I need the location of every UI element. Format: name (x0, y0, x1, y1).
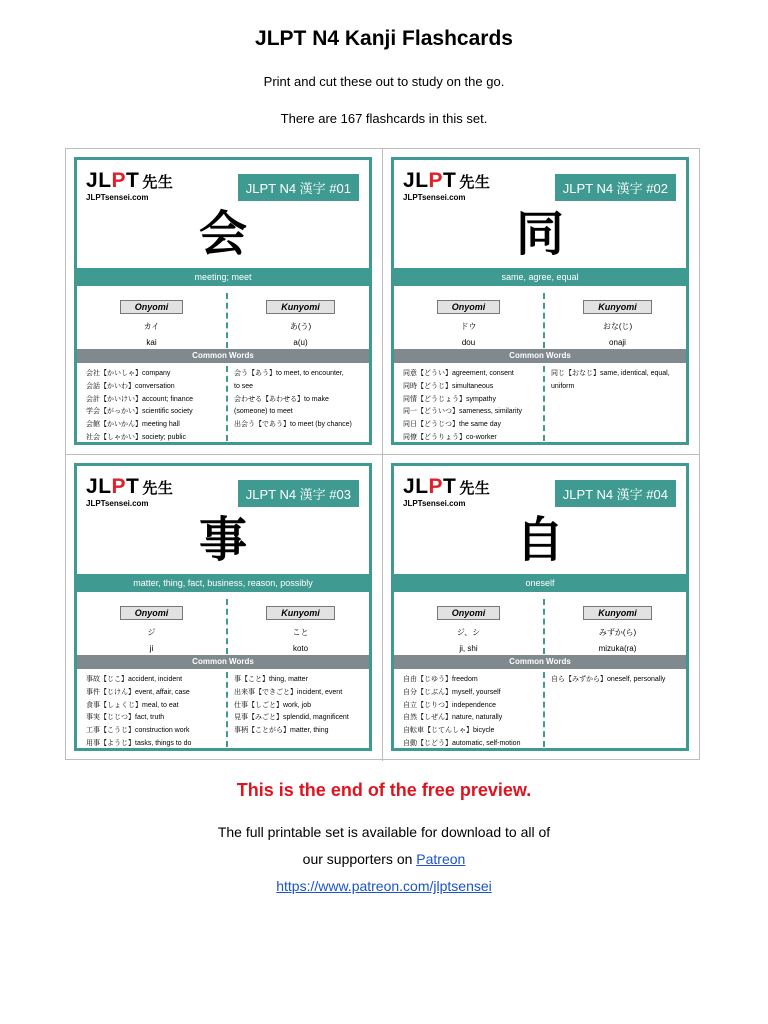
logo-letter: L (415, 169, 429, 192)
logo-letter: L (98, 169, 112, 192)
words-divider (543, 366, 545, 441)
logo-letter: T (126, 475, 140, 498)
kunyomi-label: Kunyomi (266, 606, 335, 620)
card-number-badge: JLPT N4 漢字 #01 (238, 174, 359, 201)
logo-letter: P (111, 169, 127, 192)
common-word: 仕事【しごと】work, job (234, 701, 312, 709)
kunyomi-reading (226, 603, 375, 653)
common-word: 食事【しょくじ】meal, to eat (86, 701, 179, 709)
onyomi-kana: ジ (147, 628, 156, 637)
preview-end-notice: This is the end of the free preview. (236, 780, 532, 800)
kunyomi-romaji: onaji (609, 338, 626, 347)
page-title: JLPT N4 Kanji Flashcards (255, 27, 513, 50)
common-word: 自転車【じてんしゃ】bicycle (403, 727, 495, 735)
onyomi-reading (394, 297, 543, 347)
flashcard (74, 463, 372, 751)
kunyomi-label: Kunyomi (583, 606, 652, 620)
kanji-character: 同 (515, 206, 564, 262)
kunyomi-reading (543, 297, 692, 347)
supporters-prefix: our supporters on (302, 851, 413, 867)
logo-letter: T (443, 475, 457, 498)
patreon-url-link[interactable]: https://www.patreon.com/jlptsensei (276, 878, 492, 894)
flashcard-cell (66, 455, 383, 761)
kunyomi-reading (543, 603, 692, 653)
logo-site: JLPTsensei.com (86, 499, 149, 508)
common-words-header: Common Words (394, 655, 686, 669)
onyomi-romaji: ji (149, 644, 154, 653)
common-word: 同情【どうじょう】sympathy (403, 395, 496, 403)
flashcard (74, 157, 372, 445)
onyomi-reading (77, 297, 226, 347)
kanji-character: 事 (198, 512, 247, 568)
page-subtitle: Print and cut these out to study on the go. (263, 74, 505, 89)
common-word: 自動【じどう】automatic, self-motion (403, 739, 521, 747)
common-word: uniform (551, 382, 575, 390)
jlpt-sensei-logo (86, 476, 176, 510)
common-words-right (234, 674, 374, 738)
kunyomi-romaji: mizuka(ra) (598, 644, 637, 653)
common-word: 事故【じこ】accident, incident (86, 676, 183, 683)
common-words-header: Common Words (77, 655, 369, 669)
common-word: 同僚【どうりょう】co-worker (403, 433, 497, 441)
common-words-left (403, 368, 543, 445)
common-word: 出来事【できごと】incident, event (234, 688, 343, 696)
common-words-header: Common Words (394, 349, 686, 363)
common-word: 学会【がっかい】scientific society (86, 408, 193, 416)
kanji-meaning: meeting; meet (77, 268, 369, 286)
kunyomi-kana: あ(う) (289, 322, 312, 331)
kunyomi-label: Kunyomi (266, 300, 335, 314)
kunyomi-romaji: koto (292, 644, 309, 653)
logo-sensei: 先生 (142, 480, 174, 497)
onyomi-label: Onyomi (120, 300, 184, 314)
kunyomi-kana: こと (292, 628, 309, 637)
onyomi-reading (394, 603, 543, 653)
words-divider (226, 672, 228, 747)
common-word: 会計【かいけい】account; finance (86, 395, 193, 403)
onyomi-label: Onyomi (437, 606, 501, 620)
common-word: 同じ【おなじ】same, identical, equal, (551, 370, 670, 377)
logo-site: JLPTsensei.com (403, 499, 466, 508)
flashcard-cell (383, 455, 700, 761)
common-words-left (86, 674, 226, 751)
common-word: 同時【どうじ】simultaneous (403, 382, 494, 390)
kanji-character: 会 (198, 206, 247, 262)
kunyomi-reading (226, 297, 375, 347)
jlpt-sensei-logo (403, 476, 493, 510)
common-word: 自ら【みずから】oneself, personally (551, 676, 666, 683)
common-words-left (403, 674, 543, 751)
logo-site: JLPTsensei.com (86, 193, 149, 202)
logo-letter: J (86, 169, 99, 192)
common-word: 同意【どうい】agreement, consent (403, 370, 514, 377)
common-word: 事【こと】thing, matter (234, 676, 308, 683)
onyomi-label: Onyomi (437, 300, 501, 314)
card-number-badge: JLPT N4 漢字 #03 (238, 480, 359, 507)
kanji-meaning: matter, thing, fact, business, reason, possibly (77, 574, 369, 592)
kunyomi-kana: みずか(ら) (598, 628, 637, 637)
flashcard-grid (65, 148, 700, 760)
common-word: 事実【じじつ】fact, truth (86, 714, 165, 722)
common-word: 会う【あう】to meet, to encounter, (234, 370, 344, 377)
common-word: 自由【じゆう】freedom (403, 676, 478, 683)
onyomi-reading (77, 603, 226, 653)
kunyomi-label: Kunyomi (583, 300, 652, 314)
logo-letter: J (86, 475, 99, 498)
common-word: to see (234, 382, 254, 390)
words-divider (226, 366, 228, 441)
onyomi-label: Onyomi (120, 606, 184, 620)
kanji-meaning: oneself (394, 574, 686, 592)
logo-sensei: 先生 (459, 480, 491, 497)
logo-letter: T (443, 169, 457, 192)
flashcard (391, 463, 689, 751)
kanji-meaning: same, agree, equal (394, 268, 686, 286)
common-words-right (551, 368, 691, 394)
logo-site: JLPTsensei.com (403, 193, 466, 202)
jlpt-sensei-logo (403, 170, 493, 204)
common-words-right (551, 674, 691, 687)
onyomi-romaji: ji, shi (459, 644, 478, 653)
common-word: (someone) to meet (234, 408, 293, 416)
logo-letter: J (403, 475, 416, 498)
words-divider (543, 672, 545, 747)
common-word: 同日【どうじつ】the same day (403, 421, 502, 429)
logo-letter: P (111, 475, 127, 498)
common-word: 会話【かいわ】conversation (86, 382, 175, 390)
common-word: 自立【じりつ】independence (403, 701, 496, 709)
common-words-left (86, 368, 226, 445)
patreon-url-line (0, 878, 768, 894)
supporters-line (0, 851, 768, 867)
common-word: 会わせる【あわせる】to make (234, 395, 329, 403)
common-word: 事件【じけん】event, affair, case (86, 688, 190, 696)
flashcard-cell (383, 149, 700, 455)
logo-letter: J (403, 169, 416, 192)
common-word: 事柄【ことがら】matter, thing (234, 727, 329, 735)
onyomi-kana: ジ、シ (456, 628, 481, 637)
common-word: 会館【かいかん】meeting hall (86, 421, 180, 429)
patreon-link[interactable]: Patreon (416, 851, 466, 867)
onyomi-kana: カイ (143, 322, 160, 331)
download-info-text: The full printable set is available for download to all of (217, 824, 551, 840)
onyomi-romaji: dou (461, 338, 476, 347)
card-number-badge: JLPT N4 漢字 #02 (555, 174, 676, 201)
logo-sensei: 先生 (142, 174, 174, 191)
logo-letter: T (126, 169, 140, 192)
kunyomi-kana: おな(じ) (602, 322, 633, 331)
common-word: 用事【ようじ】tasks, things to do (86, 739, 192, 747)
flashcard-count-text: There are 167 flashcards in this set. (280, 111, 488, 126)
card-number-badge: JLPT N4 漢字 #04 (555, 480, 676, 507)
onyomi-kana: ドウ (460, 322, 477, 331)
kanji-character: 自 (515, 512, 564, 568)
common-word: 出会う【であう】to meet (by chance) (234, 421, 352, 429)
flashcard-cell (66, 149, 383, 455)
common-word: 社会【しゃかい】society; public (86, 433, 186, 441)
common-word: 会社【かいしゃ】company (86, 370, 171, 377)
logo-sensei: 先生 (459, 174, 491, 191)
logo-letter: L (415, 475, 429, 498)
kunyomi-romaji: a(u) (293, 338, 308, 347)
logo-letter: P (428, 169, 444, 192)
common-words-header: Common Words (77, 349, 369, 363)
common-word: 自然【しぜん】nature, naturally (403, 714, 503, 722)
flashcard (391, 157, 689, 445)
onyomi-romaji: kai (146, 338, 157, 347)
common-word: 同一【どういつ】sameness, similarity (403, 408, 523, 416)
logo-letter: P (428, 475, 444, 498)
common-word: 自分【じぶん】myself, yourself (403, 688, 501, 696)
logo-letter: L (98, 475, 112, 498)
common-word: 見事【みごと】splendid, magnificent (234, 714, 349, 722)
common-words-right (234, 368, 374, 432)
common-word: 工事【こうじ】construction work (86, 727, 190, 735)
jlpt-sensei-logo (86, 170, 176, 204)
